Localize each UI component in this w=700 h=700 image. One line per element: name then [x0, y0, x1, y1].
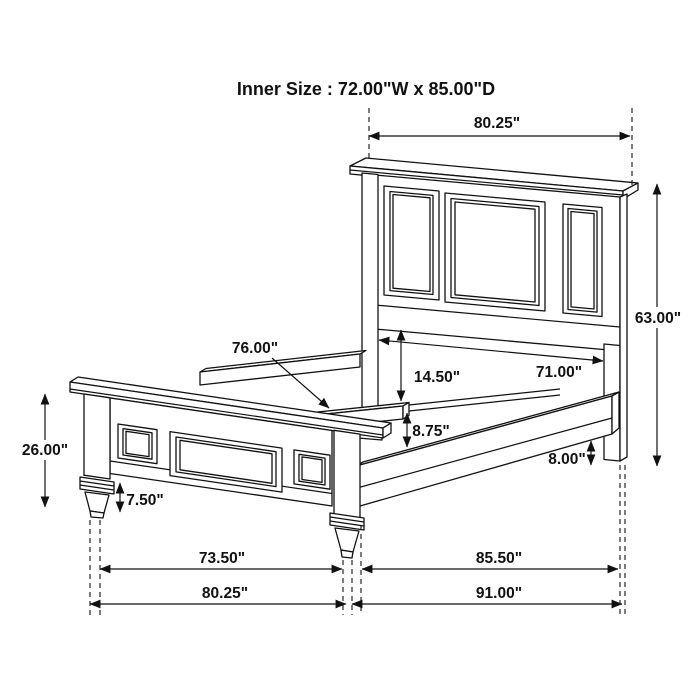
dimension-label: 8.75" — [412, 423, 450, 440]
right-foot-toe — [341, 550, 353, 558]
dimension-label: 73.50" — [198, 550, 246, 567]
dimension-rail-span-length — [362, 550, 618, 569]
dimension-foot-height — [120, 483, 164, 512]
dimension-label: 80.25" — [201, 585, 249, 602]
dimension-label: 63.00" — [634, 310, 682, 327]
dimension-label: 76.00" — [231, 340, 279, 357]
footboard-right-post — [334, 430, 360, 522]
dimension-headboard-width — [369, 115, 630, 136]
dimension-panel-to-rail-gap — [401, 330, 460, 401]
left-foot-toe — [90, 511, 104, 518]
dimension-footboard-inner-width — [100, 550, 342, 569]
footboard-drawing — [70, 377, 391, 558]
panel-frame-line — [126, 431, 149, 456]
dimension-label: 26.00" — [21, 442, 69, 459]
panel-frame-line — [455, 202, 535, 302]
slat-rail-end — [403, 403, 409, 420]
footboard-left-post — [84, 394, 110, 479]
left-foot-cup — [85, 492, 109, 513]
panel-frame-line — [571, 212, 594, 310]
dimension-label: 80.25" — [473, 115, 521, 132]
dimension-footboard-height — [18, 394, 72, 507]
inner-size-title: Inner Size : 72.00"W x 85.00"D — [236, 79, 496, 99]
dimension-label: 7.50" — [126, 492, 164, 509]
dimension-label: 14.50" — [413, 369, 461, 386]
dimension-headboard-height — [630, 184, 685, 466]
dimension-label: 91.00" — [475, 585, 523, 602]
right-foot-cup — [335, 528, 359, 552]
panel-frame-line — [393, 195, 430, 292]
headboard-right-leg-side — [620, 194, 627, 461]
dimension-overall-length — [352, 585, 622, 604]
dimension-footboard-width — [90, 585, 346, 604]
dimension-label: 71.00" — [535, 364, 583, 381]
dimension-label: 8.00" — [548, 451, 586, 468]
far-side-rail — [200, 354, 360, 385]
headboard-left-leg — [362, 173, 378, 429]
panel-frame-line — [302, 457, 322, 483]
dimension-label: 85.50" — [475, 550, 523, 567]
side-rail-end — [612, 392, 619, 434]
